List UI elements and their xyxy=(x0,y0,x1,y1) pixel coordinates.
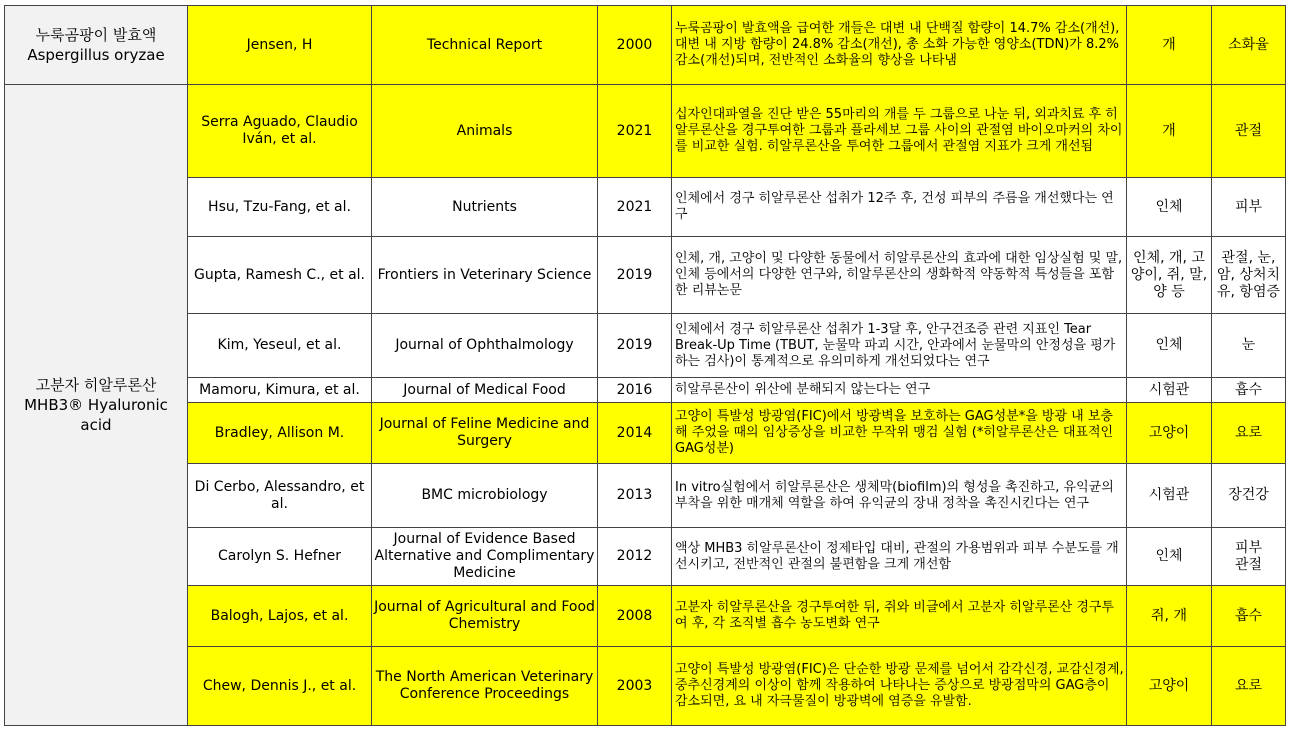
journal-cell: Journal of Evidence Based Alternative and Complimentary Medicine xyxy=(372,528,598,586)
research-table xyxy=(4,5,1286,726)
author-cell: Kim, Yeseul, et al. xyxy=(188,314,372,378)
table-row xyxy=(5,6,1286,85)
area-cell: 피부 관절 xyxy=(1212,528,1286,586)
area-cell: 요로 xyxy=(1212,647,1286,726)
table-row xyxy=(5,314,1286,378)
author-cell: Gupta, Ramesh C., et al. xyxy=(188,237,372,314)
summary-cell: 고양이 특발성 방광염(FIC)에서 방광벽을 보호하는 GAG성분*을 방광 내 보충해 주었을 때의 임상증상을 비교한 무작위 맹검 실험 (*히알루론산은 대표적인 GAG성분) xyxy=(672,403,1127,464)
year-cell: 2003 xyxy=(598,647,672,726)
journal-cell: Animals xyxy=(372,85,598,178)
author-cell: Di Cerbo, Alessandro, et al. xyxy=(188,464,372,528)
year-cell: 2012 xyxy=(598,528,672,586)
summary-cell: 고분자 히알루론산을 경구투여한 뒤, 쥐와 비글에서 고분자 히알루론산 경구투여 후, 각 조직별 흡수 농도변화 연구 xyxy=(672,586,1127,647)
summary-cell: 인체에서 경구 히알루론산 섭취가 12주 후, 건성 피부의 주름을 개선했다는 연구 xyxy=(672,178,1127,237)
summary-cell: 누룩곰팡이 발효액을 급여한 개들은 대변 내 단백질 함량이 14.7% 감소(개선), 대변 내 지방 함량이 24.8% 감소(개선), 총 소화 가능한 영양소(TDN)가 8.2% 감소(개선)되며, 전반적인 소화율의 향상을 나타냄 xyxy=(672,6,1127,85)
area-cell: 관절, 눈, 암, 상처치유, 항염증 xyxy=(1212,237,1286,314)
year-cell: 2021 xyxy=(598,85,672,178)
subject-cell: 인체 xyxy=(1127,178,1212,237)
area-cell: 관절 xyxy=(1212,85,1286,178)
subject-cell: 시험관 xyxy=(1127,464,1212,528)
year-cell: 2019 xyxy=(598,237,672,314)
subject-cell: 개 xyxy=(1127,85,1212,178)
area-cell: 요로 xyxy=(1212,403,1286,464)
table-row xyxy=(5,528,1286,586)
journal-cell: Journal of Medical Food xyxy=(372,378,598,403)
summary-cell: 인체, 개, 고양이 및 다양한 동물에서 히알루론산의 효과에 대한 임상실험 및 말, 인체 등에서의 다양한 연구와, 히알루론산의 생화학적 약동학적 특성들을 포함한 리뷰논문 xyxy=(672,237,1127,314)
subject-cell: 고양이 xyxy=(1127,403,1212,464)
year-cell: 2013 xyxy=(598,464,672,528)
author-cell: Serra Aguado, Claudio Iván, et al. xyxy=(188,85,372,178)
author-cell: Mamoru, Kimura, et al. xyxy=(188,378,372,403)
year-cell: 2016 xyxy=(598,378,672,403)
journal-cell: Frontiers in Veterinary Science xyxy=(372,237,598,314)
subject-cell: 인체, 개, 고양이, 쥐, 말, 양 등 xyxy=(1127,237,1212,314)
table-row xyxy=(5,647,1286,726)
substance-cell: 누룩곰팡이 발효액 Aspergillus oryzae xyxy=(5,6,188,85)
subject-cell: 고양이 xyxy=(1127,647,1212,726)
author-cell: Carolyn S. Hefner xyxy=(188,528,372,586)
author-cell: Bradley, Allison M. xyxy=(188,403,372,464)
summary-cell: 인체에서 경구 히알루론산 섭취가 1-3달 후, 안구건조증 관련 지표인 Tear Break-Up Time (TBUT, 눈물막 파괴 시간, 안과에서 눈물막의 안정성을 평가하는 검사)이 통계적으로 유의미하게 개선되었다는 연구 xyxy=(672,314,1127,378)
table-row xyxy=(5,403,1286,464)
summary-cell: 십자인대파열을 진단 받은 55마리의 개를 두 그룹으로 나눈 뒤, 외과치료 후 히알루론산을 경구투여한 그룹과 플라세보 그룹 사이의 관절염 바이오마커의 차이를 비교한 실험. 히알루론산을 투여한 그룹에서 관절염 지표가 크게 개선됨 xyxy=(672,85,1127,178)
author-cell: Chew, Dennis J., et al. xyxy=(188,647,372,726)
author-cell: Jensen, H xyxy=(188,6,372,85)
author-cell: Hsu, Tzu-Fang, et al. xyxy=(188,178,372,237)
area-cell: 소화율 xyxy=(1212,6,1286,85)
journal-cell: Journal of Agricultural and Food Chemistry xyxy=(372,586,598,647)
year-cell: 2019 xyxy=(598,314,672,378)
year-cell: 2014 xyxy=(598,403,672,464)
table-row xyxy=(5,85,1286,178)
area-cell: 흡수 xyxy=(1212,378,1286,403)
summary-cell: 고양이 특발성 방광염(FIC)은 단순한 방광 문제를 넘어서 감각신경, 교감신경계, 중추신경계의 이상이 함께 작용하여 나타나는 증상으로 방광점막의 GAG층이 감소되면, 요 내 자극물질이 방광벽에 염증을 유발함. xyxy=(672,647,1127,726)
year-cell: 2021 xyxy=(598,178,672,237)
journal-cell: Technical Report xyxy=(372,6,598,85)
journal-cell: Nutrients xyxy=(372,178,598,237)
subject-cell: 인체 xyxy=(1127,528,1212,586)
area-cell: 눈 xyxy=(1212,314,1286,378)
summary-cell: 액상 MHB3 히알루론산이 정제타입 대비, 관절의 가용범위과 피부 수분도를 개선시키고, 전반적인 관절의 불편함을 크게 개선함 xyxy=(672,528,1127,586)
table-row xyxy=(5,178,1286,237)
summary-cell: 히알루론산이 위산에 분해되지 않는다는 연구 xyxy=(672,378,1127,403)
journal-cell: Journal of Ophthalmology xyxy=(372,314,598,378)
journal-cell: BMC microbiology xyxy=(372,464,598,528)
area-cell: 피부 xyxy=(1212,178,1286,237)
area-cell: 장건강 xyxy=(1212,464,1286,528)
journal-cell: The North American Veterinary Conference Proceedings xyxy=(372,647,598,726)
table-row xyxy=(5,464,1286,528)
table-row xyxy=(5,237,1286,314)
subject-cell: 개 xyxy=(1127,6,1212,85)
year-cell: 2008 xyxy=(598,586,672,647)
substance-cell: 고분자 히알루론산 MHB3® Hyaluronic acid xyxy=(5,85,188,726)
subject-cell: 쥐, 개 xyxy=(1127,586,1212,647)
subject-cell: 인체 xyxy=(1127,314,1212,378)
table-row xyxy=(5,378,1286,403)
author-cell: Balogh, Lajos, et al. xyxy=(188,586,372,647)
year-cell: 2000 xyxy=(598,6,672,85)
area-cell: 흡수 xyxy=(1212,586,1286,647)
table-row xyxy=(5,586,1286,647)
journal-cell: Journal of Feline Medicine and Surgery xyxy=(372,403,598,464)
summary-cell: In vitro실험에서 히알루론산은 생체막(biofilm)의 형성을 촉진하고, 유익균의 부착을 위한 매개체 역할을 하여 유익균의 장내 정착을 촉진시킨다는 연구 xyxy=(672,464,1127,528)
subject-cell: 시험관 xyxy=(1127,378,1212,403)
